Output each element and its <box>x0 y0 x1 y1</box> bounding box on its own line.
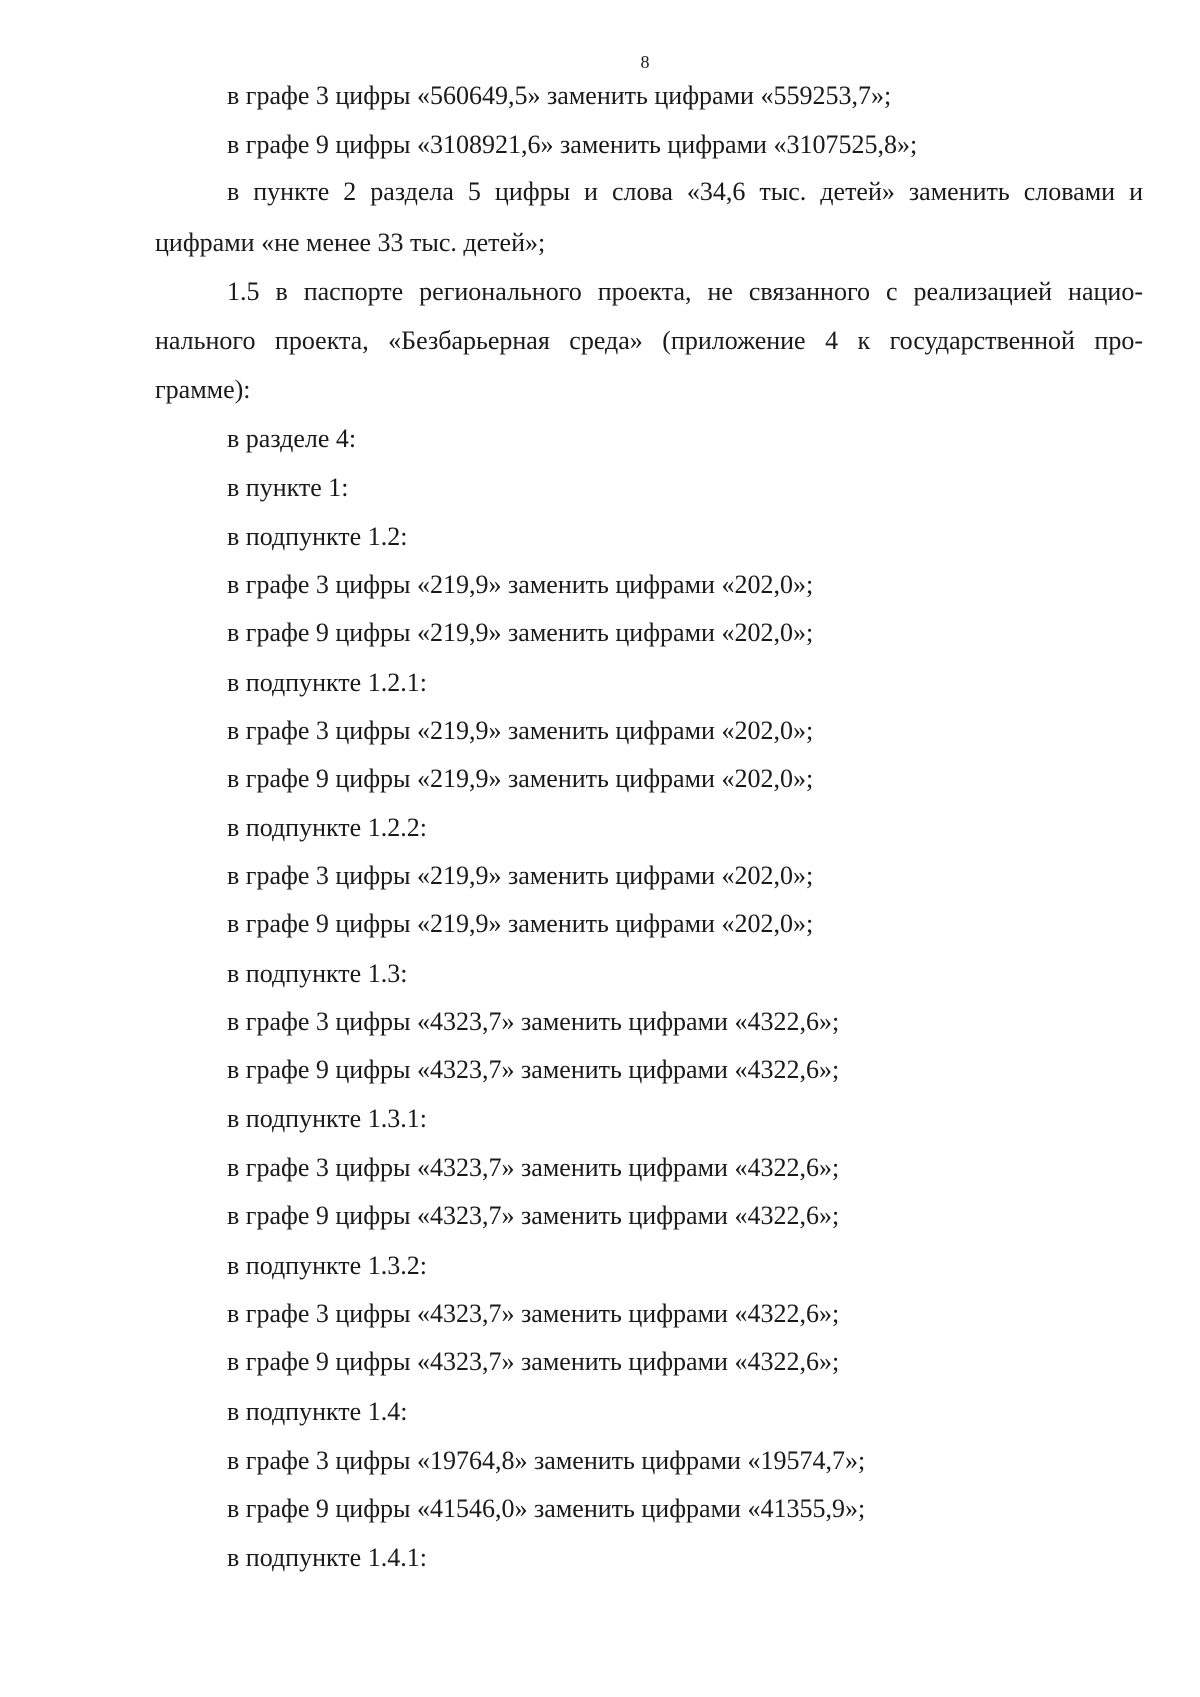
page-number: 8 <box>640 52 650 72</box>
text-line: в графе 3 цифры «219,9» заменить цифрами «202,0»; <box>227 716 814 745</box>
text-line: в графе 3 цифры «4323,7» заменить цифрами «4322,6»; <box>227 1007 840 1036</box>
text-line: в графе 9 цифры «3108921,6» заменить цифрами «3107525,8»; <box>227 130 918 159</box>
text-line: нального проекта, «Безбарьерная среда» (приложение 4 к государственной про- <box>155 326 1143 355</box>
text-line: в подпункте 1.3.1: <box>227 1104 427 1133</box>
text-line: в подпункте 1.2.1: <box>227 668 427 697</box>
text-line: в графе 9 цифры «219,9» заменить цифрами «202,0»; <box>227 618 814 647</box>
text-line: в графе 3 цифры «560649,5» заменить цифрами «559253,7»; <box>227 81 892 110</box>
text-line: в графе 3 цифры «4323,7» заменить цифрами «4322,6»; <box>227 1153 840 1182</box>
text-line: в графе 3 цифры «219,9» заменить цифрами «202,0»; <box>227 570 814 599</box>
text-line: в графе 3 цифры «219,9» заменить цифрами «202,0»; <box>227 861 814 890</box>
text-line: 1.5 в паспорте регионального проекта, не связанного с реализацией нацио- <box>227 277 1143 306</box>
text-line: цифрами «не менее 33 тыс. детей»; <box>155 228 546 257</box>
text-line: в графе 3 цифры «4323,7» заменить цифрами «4322,6»; <box>227 1299 840 1328</box>
text-line: в подпункте 1.3: <box>227 959 408 988</box>
text-line: в графе 9 цифры «4323,7» заменить цифрами «4322,6»; <box>227 1055 840 1084</box>
text-line: в графе 3 цифры «19764,8» заменить цифрами «19574,7»; <box>227 1446 866 1475</box>
text-line: в разделе 4: <box>227 424 357 453</box>
text-line: в пункте 1: <box>227 473 349 502</box>
text-line: в графе 9 цифры «219,9» заменить цифрами «202,0»; <box>227 909 814 938</box>
text-line: в графе 9 цифры «219,9» заменить цифрами «202,0»; <box>227 764 814 793</box>
text-line: в подпункте 1.2.2: <box>227 813 427 842</box>
text-line: грамме): <box>155 375 251 404</box>
text-line: в пункте 2 раздела 5 цифры и слова «34,6 тыс. детей» заменить словами и <box>227 177 1143 206</box>
text-line: в подпункте 1.2: <box>227 522 408 551</box>
text-line: в подпункте 1.4.1: <box>227 1543 427 1572</box>
text-line: в графе 9 цифры «4323,7» заменить цифрами «4322,6»; <box>227 1201 840 1230</box>
text-line: в графе 9 цифры «41546,0» заменить цифрами «41355,9»; <box>227 1494 866 1523</box>
text-line: в графе 9 цифры «4323,7» заменить цифрами «4322,6»; <box>227 1347 840 1376</box>
text-line: в подпункте 1.4: <box>227 1397 408 1426</box>
text-line: в подпункте 1.3.2: <box>227 1251 427 1280</box>
